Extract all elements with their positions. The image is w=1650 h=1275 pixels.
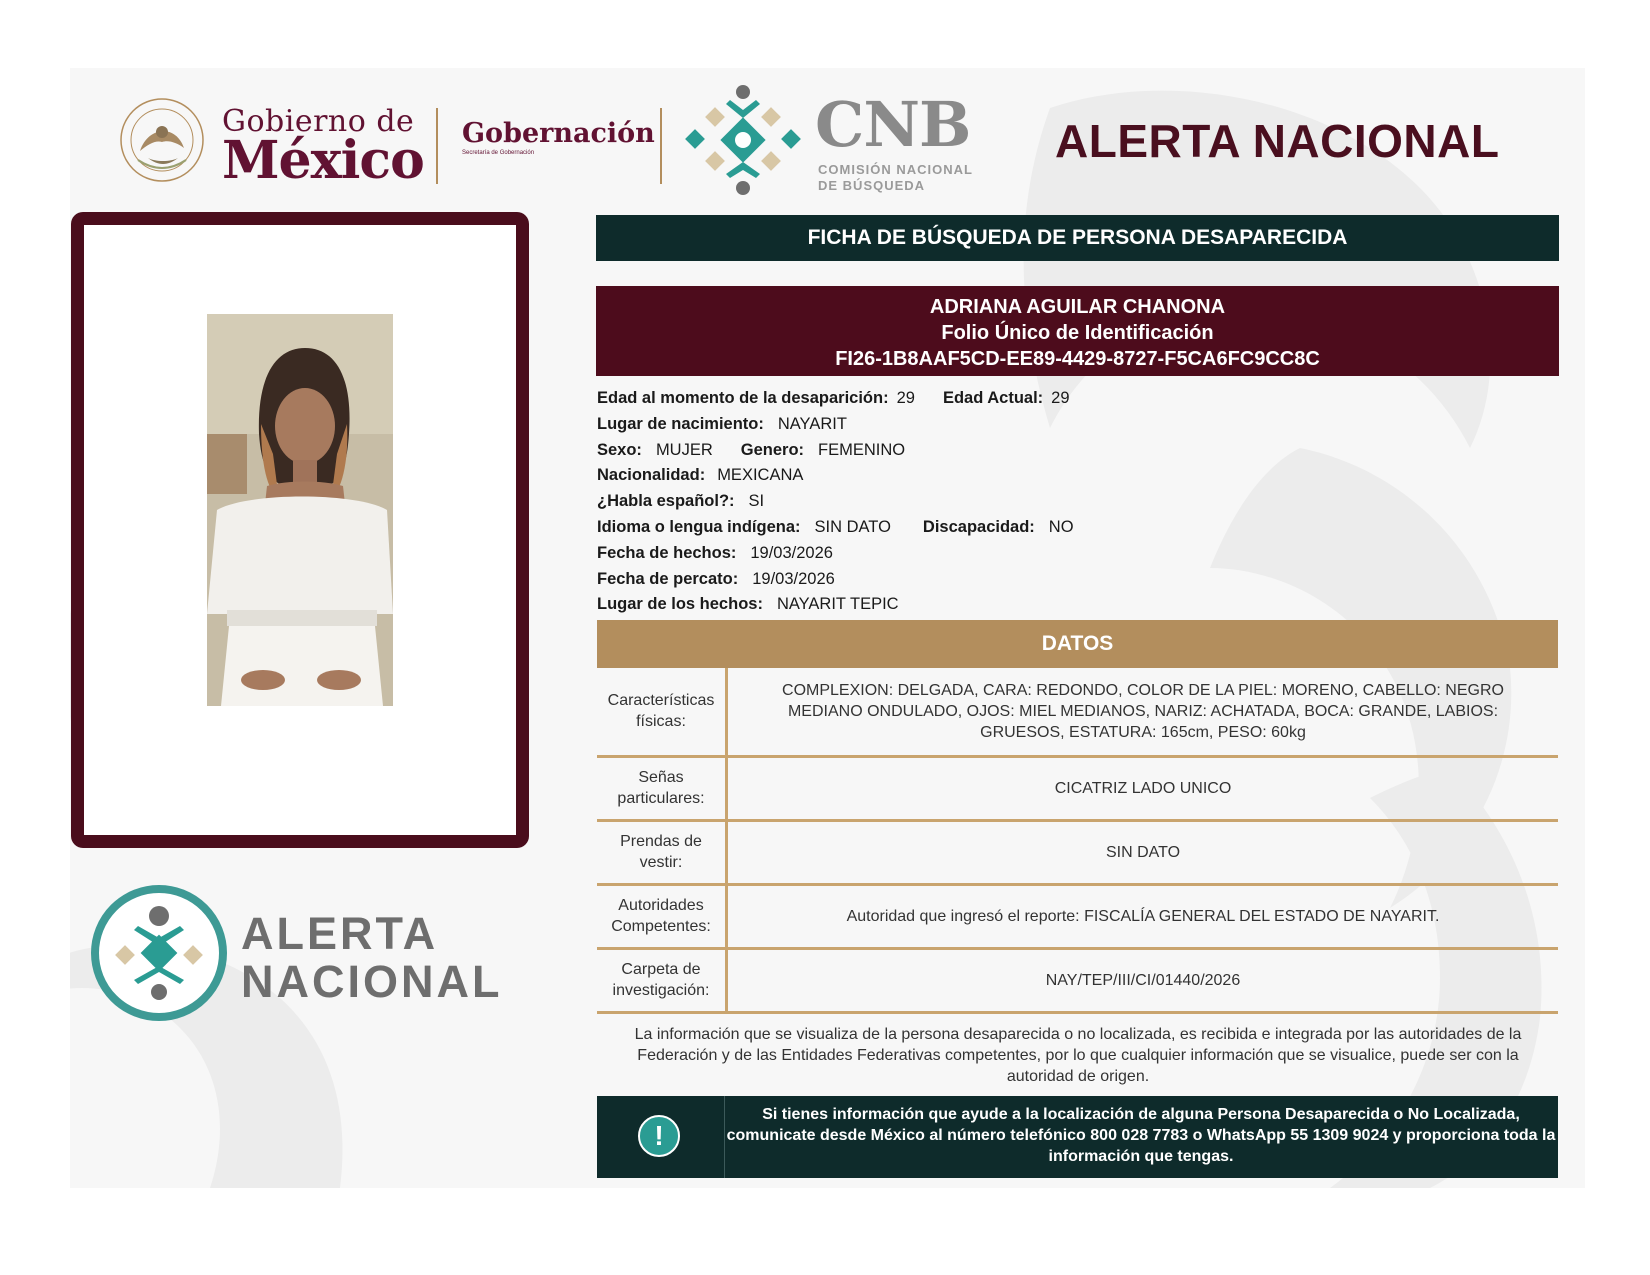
nacionalidad-value: MEXICANA bbox=[717, 466, 804, 485]
datos-key: Prendas de vestir: bbox=[597, 820, 727, 884]
edad-actual-value: 29 bbox=[1051, 389, 1070, 407]
table-row bbox=[597, 668, 1558, 756]
sexo-label: Sexo: bbox=[597, 440, 642, 459]
info-row-lugar-nacimiento bbox=[597, 412, 1074, 438]
person-info bbox=[597, 386, 1074, 618]
datos-value: COMPLEXION: DELGADA, CARA: REDONDO, COLOR DE LA PIEL: MORENO, CABELLO: NEGRO MEDIANO ONDULADO, OJOS: MIEL MEDIANOS, NARIZ: ACHATADA, BOCA: GRANDE, LABIOS: GRUESOS, ESTATURA: 165cm, PESO: 60kg bbox=[782, 681, 1504, 741]
edad-actual-label: Edad Actual: bbox=[942, 389, 1044, 407]
cnb-logo-icon bbox=[684, 82, 802, 198]
datos-key: Carpeta de investigación: bbox=[597, 948, 727, 1012]
datos-value: CICATRIZ LADO UNICO bbox=[1054, 779, 1232, 797]
person-photo-image bbox=[207, 314, 393, 706]
person-photo bbox=[207, 314, 393, 706]
table-row bbox=[597, 884, 1558, 948]
escudo-nacional-seal bbox=[118, 96, 206, 184]
genero-label: Genero: bbox=[740, 440, 805, 459]
fecha-percato-label: Fecha de percato: bbox=[597, 569, 739, 588]
alerta-nacional-logo-text bbox=[241, 910, 502, 1006]
datos-table bbox=[597, 668, 1558, 1014]
idioma-value: SIN DATO bbox=[814, 517, 891, 536]
contact-text: Si tienes información que ayude a la localización de alguna Persona Desaparecida o No Localizada, comunicate desde México al número telefónico 800 028 7783 o WhatsApp 55 1309 9024 y proporciona toda la información que tengas. bbox=[726, 1106, 1556, 1165]
lugar-nacimiento-value: NAYARIT bbox=[777, 414, 847, 433]
person-header bbox=[596, 286, 1559, 376]
alerta-nacional-title: ALERTA NACIONAL bbox=[1055, 115, 1500, 167]
datos-value: NAY/TEP/III/CI/01440/2026 bbox=[1045, 971, 1241, 989]
fecha-percato-value: 19/03/2026 bbox=[752, 569, 835, 588]
info-row-fecha-percato bbox=[597, 567, 1074, 593]
exclamation-icon: ! bbox=[638, 1115, 680, 1157]
edad-desaparicion-label: Edad al momento de la desaparición: bbox=[597, 389, 889, 407]
info-row-fecha-hechos bbox=[597, 541, 1074, 567]
lugar-hechos-value: NAYARIT TEPIC bbox=[776, 595, 899, 614]
header-divider bbox=[436, 108, 438, 184]
table-row bbox=[597, 820, 1558, 884]
info-row-edad bbox=[597, 386, 1074, 412]
datos-title: DATOS bbox=[597, 620, 1558, 668]
fecha-hechos-label: Fecha de hechos: bbox=[597, 543, 737, 562]
disclaimer-text: La información que se visualiza de la persona desaparecida o no localizada, es recibida e integrada por las autoridades de la Federación y de las Entidades Federativas competentes, por lo que cualquier información que se visualice, puede ser con la autoridad de origen. bbox=[634, 1026, 1522, 1085]
discapacidad-value: NO bbox=[1048, 517, 1074, 536]
mexico-label: México bbox=[222, 130, 424, 191]
nacionalidad-label: Nacionalidad: bbox=[597, 466, 706, 485]
gobernacion-sublabel: Secretaría de Gobernación bbox=[462, 150, 535, 156]
table-row bbox=[597, 756, 1558, 820]
sexo-value: MUJER bbox=[655, 440, 713, 459]
gobierno-de-label: Gobierno de bbox=[222, 104, 415, 139]
gobernacion-label: Gobernación bbox=[462, 118, 655, 149]
datos-key: Señas particulares: bbox=[597, 756, 727, 820]
info-row-nacionalidad bbox=[597, 463, 1074, 489]
info-row-idioma bbox=[597, 515, 1074, 541]
info-row-sexo bbox=[597, 438, 1074, 464]
cnb-sublabel-line1: COMISIÓN NACIONAL bbox=[818, 162, 973, 177]
contact-bar-divider bbox=[724, 1096, 725, 1178]
header-divider bbox=[660, 108, 662, 184]
habla-espanol-label: ¿Habla español?: bbox=[597, 492, 735, 511]
cnb-label: CNB bbox=[815, 88, 971, 161]
cnb-sublabel-line2: DE BÚSQUEDA bbox=[818, 178, 926, 193]
person-name: ADRIANA AGUILAR CHANONA bbox=[929, 296, 1226, 318]
discapacidad-label: Discapacidad: bbox=[922, 517, 1035, 536]
folio-value: FI26-1B8AAF5CD-EE89-4429-8727-F5CA6FC9CC8C bbox=[835, 348, 1320, 370]
datos-key: Autoridades Competentes: bbox=[597, 884, 727, 948]
info-row-espanol bbox=[597, 489, 1074, 515]
alerta-nacional-logo-icon bbox=[88, 882, 230, 1024]
folio-label: Folio Único de Identificación bbox=[941, 322, 1214, 344]
ficha-title: FICHA DE BÚSQUEDA DE PERSONA DESAPARECIDA bbox=[596, 215, 1559, 261]
cnb-sublabel bbox=[818, 162, 973, 194]
lugar-nacimiento-label: Lugar de nacimiento: bbox=[597, 414, 764, 433]
alerta-logo-line2: NACIONAL bbox=[241, 956, 503, 1007]
table-row bbox=[597, 948, 1558, 1012]
datos-value: Autoridad que ingresó el reporte: FISCALÍA GENERAL DEL ESTADO DE NAYARIT. bbox=[846, 907, 1440, 925]
habla-espanol-value: SI bbox=[748, 492, 765, 511]
datos-key: Características físicas: bbox=[597, 668, 727, 756]
edad-desaparicion-value: 29 bbox=[896, 389, 915, 407]
datos-value: SIN DATO bbox=[1105, 843, 1181, 861]
fecha-hechos-value: 19/03/2026 bbox=[750, 543, 833, 562]
alerta-logo-line1: ALERTA bbox=[241, 908, 439, 959]
lugar-hechos-label: Lugar de los hechos: bbox=[597, 595, 763, 614]
genero-value: FEMENINO bbox=[818, 440, 906, 459]
idioma-label: Idioma o lengua indígena: bbox=[597, 517, 801, 536]
info-row-lugar-hechos bbox=[597, 592, 1074, 618]
